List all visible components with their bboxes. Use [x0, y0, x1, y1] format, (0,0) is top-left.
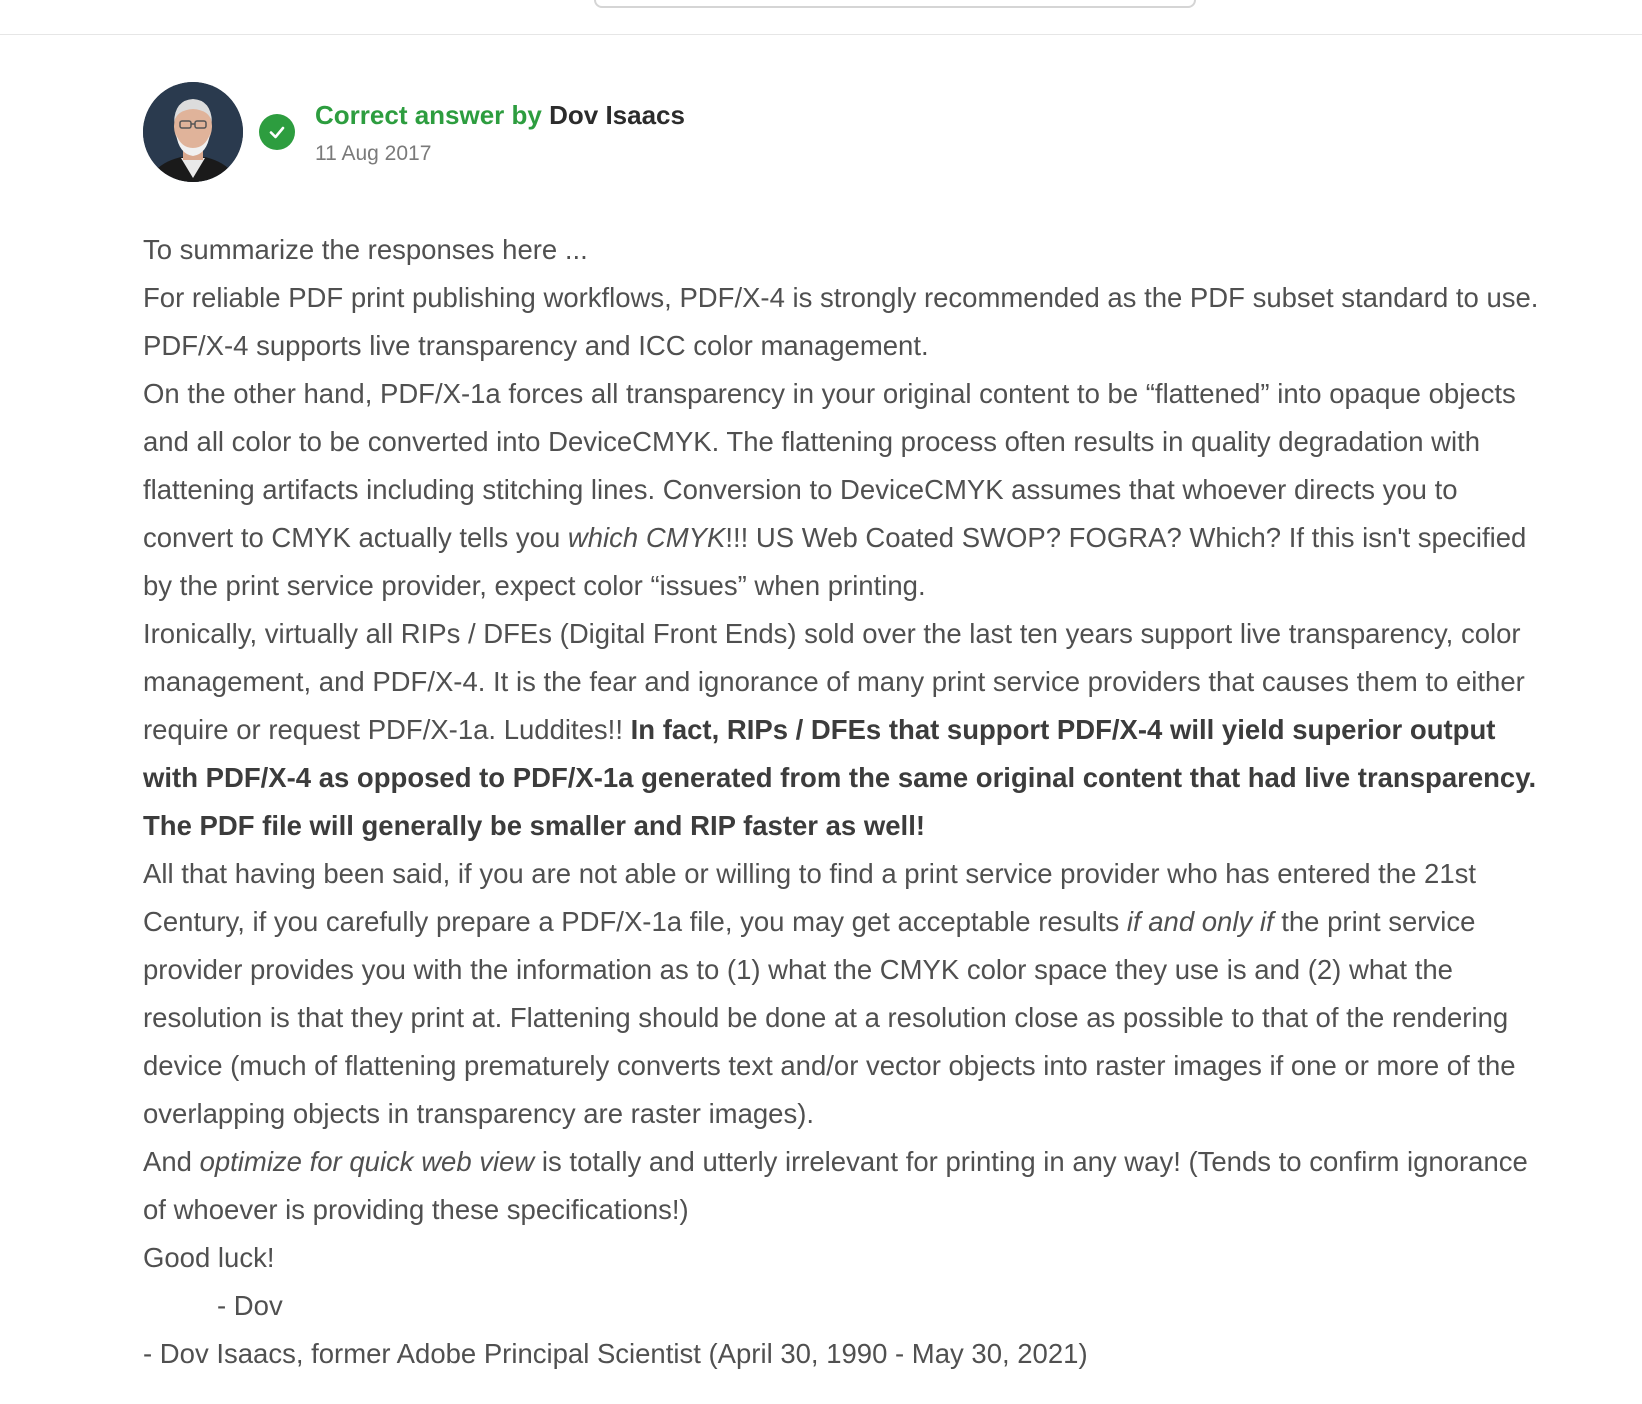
- answer-post: [143, 80, 1543, 1378]
- search-input[interactable]: [594, 0, 1196, 8]
- signature-line: - Dov Isaacs, former Adobe Principal Scientist (April 30, 1990 - May 30, 2021): [143, 1338, 1088, 1369]
- paragraph-signoff: - Dov: [217, 1290, 283, 1321]
- paragraph-rips: Ironically, virtually all RIPs / DFEs (Digital Front Ends) sold over the last ten years support live transparency, color management, and PDF/X-4. It is the fear and ignorance of many print service providers that causes them to either require or request PDF/X-1a. Luddites!! In fact, RIPs / DFEs that support PDF/X-4 will yield superior output with PDF/X-4 as opposed to PDF/X-1a generated from the same original content that had live transparency. The PDF file will generally be smaller and RIP faster as well!: [143, 618, 1537, 841]
- post-date: 11 Aug 2017: [315, 142, 432, 165]
- user-avatar-icon: [143, 82, 243, 182]
- answer-heading: [315, 100, 685, 131]
- correct-answer-badge: [259, 114, 295, 150]
- author-name-link[interactable]: Dov Isaacs: [549, 100, 685, 130]
- paragraph-web-view: And optimize for quick web view is totally and utterly irrelevant for printing in any way! (Tends to confirm ignorance of whoever is providing these specifications!): [143, 1146, 1528, 1225]
- answer-body: [143, 226, 1543, 1378]
- paragraph-preparation: All that having been said, if you are not able or willing to find a print service provider who has entered the 21st Century, if you carefully prepare a PDF/X-1a file, you may get acceptable results if and only if the print service provider provides you with the information as to (1) what the CMYK color space they use is and (2) what the resolution is that they print at. Flattening should be done at a resolution close as possible to that of the rendering device (much of flattening prematurely converts text and/or vector objects into raster images if one or more of the overlapping objects in transparency are raster images).: [143, 858, 1516, 1129]
- paragraph-good-luck: Good luck!: [143, 1242, 275, 1273]
- correct-answer-label: Correct answer by: [315, 100, 542, 130]
- avatar[interactable]: [143, 82, 243, 182]
- top-bar: [0, 0, 1642, 35]
- author-row: [143, 80, 1543, 184]
- paragraph-x1a: On the other hand, PDF/X-1a forces all transparency in your original content to be “flattened” into opaque objects and all color to be converted into DeviceCMYK. The flattening process often results in quality degradation with flattening artifacts including stitching lines. Conversion to DeviceCMYK assumes that whoever directs you to convert to CMYK actually tells you which CMYK!!! US Web Coated SWOP? FOGRA? Which? If this isn't specified by the print service provider, expect color “issues” when printing.: [143, 378, 1527, 601]
- paragraph-recommendation: For reliable PDF print publishing workflows, PDF/X-4 is strongly recommended as the PDF subset standard to use. PDF/X-4 supports live transparency and ICC color management.: [143, 282, 1539, 361]
- paragraph-summary: To summarize the responses here ...: [143, 234, 588, 265]
- check-icon: [267, 122, 287, 142]
